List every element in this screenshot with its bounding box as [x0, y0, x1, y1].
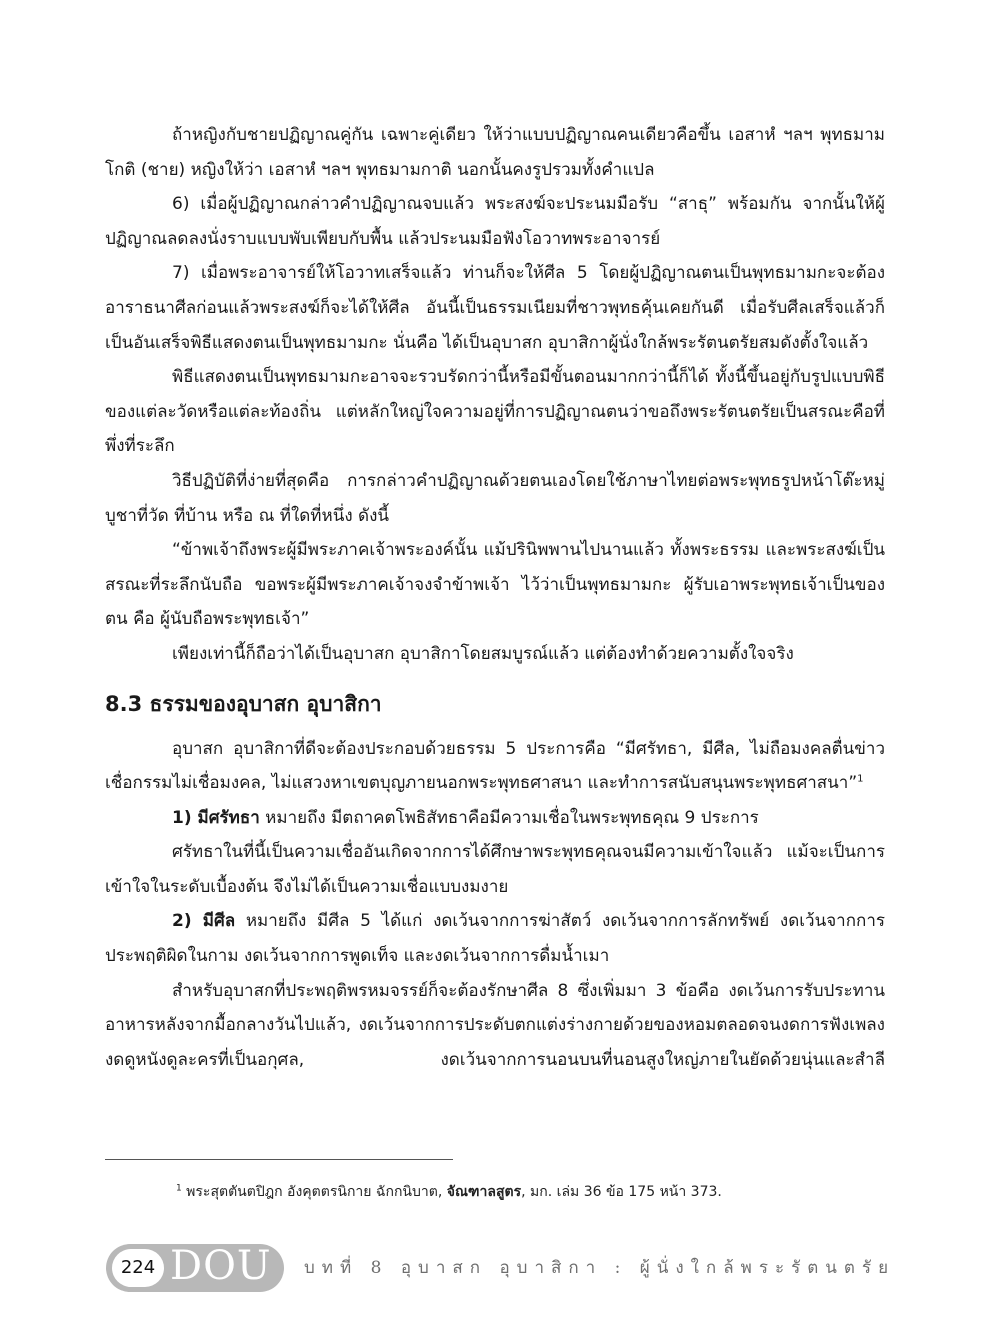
running-head: บทที่ 8 อุบาสก อุบาสิกา : ผู้นั่งใกล้พระรัตนตรัย	[304, 1258, 896, 1278]
paragraph: พิธีแสดงตนเป็นพุทธมามกะอาจจะรวบรัดกว่านี้หรือมีขั้นตอนมากกว่านี้ก็ได้ ทั้งนี้ขึ้นอยู่กับรูปแบบพิธีของแต่ละวัดหรือแต่ละท้องถิ่น แต่หลักใหญ่ใจความอยู่ที่การปฏิญาณตนว่าขอถึงพระรัตนตรัยเป็นสรณะคือที่พึ่งที่ระลึก	[105, 367, 885, 457]
paragraph: 7) เมื่อพระอาจารย์ให้โอวาทเสร็จแล้ว ท่านก็จะให้ศีล 5 โดยผู้ปฏิญาณตนเป็นพุทธมามกะจะต้องอาราธนาศีลก่อนแล้วพระสงฆ์ก็จะได้ให้ศีล อันนี้เป็นธรรมเนียมที่ชาวพุทธคุ้นเคยกันดี เมื่อรับศีลเสร็จแล้วก็เป็นอันเสร็จพิธีแสดงตนเป็นพุทธมามกะ นั่นคือ ได้เป็นอุบาสก อุบาสิกาผู้นั่งใกล้พระรัตนตรัยสมดังตั้งใจแล้ว	[105, 263, 885, 353]
paragraph: วิธีปฏิบัติที่ง่ายที่สุดคือ การกล่าวคำปฏิญาณด้วยตนเองโดยใช้ภาษาไทยต่อพระพุทธรูปหน้าโต๊ะหมู่บูชาที่วัด ที่บ้าน หรือ ณ ที่ใดที่หนึ่ง ดังนี้	[105, 470, 885, 526]
footnote-text-before: พระสุตตันตปิฎก อังคุตตรนิกาย ฉักกนิบาต,	[181, 1184, 447, 1200]
item-2-paragraph	[105, 904, 885, 973]
section-intro-paragraph	[105, 732, 885, 801]
item-1-paragraph	[105, 801, 885, 836]
page-number: 224	[112, 1249, 164, 1287]
dou-logo: DOU	[170, 1243, 272, 1289]
footnote	[176, 1181, 896, 1203]
paragraph: 6) เมื่อผู้ปฏิญาณกล่าวคำปฏิญาณจบแล้ว พระสงฆ์จะประนมมือรับ “สาธุ” พร้อมกัน จากนั้นให้ผู้ปฏิญาณลดลงนั่งราบแบบพับเพียบกับพื้น แล้วประนมมือฟังโอวาทพระอาจารย์	[105, 194, 885, 249]
footnote-sutta-title: จัณฑาลสูตร	[446, 1184, 522, 1200]
item-1-text: หมายถึง มีตถาคตโพธิสัทธาคือมีความเชื่อในพระพุทธคุณ 9 ประการ	[259, 807, 759, 828]
footnote-ref[interactable]: 1	[857, 773, 864, 785]
body-text	[105, 118, 885, 1077]
section-heading: 8.3 ธรรมของอุบาสก อุบาสิกา	[105, 691, 382, 716]
paragraph: เพียงเท่านี้ก็ถือว่าได้เป็นอุบาสก อุบาสิกาโดยสมบูรณ์แล้ว แต่ต้องทำด้วยความตั้งใจจริง	[172, 643, 794, 664]
quote-paragraph: “ข้าพเจ้าถึงพระผู้มีพระภาคเจ้าพระองค์นั้น แม้ปรินิพพานไปนานแล้ว ทั้งพระธรรม และพระสงฆ์เป็นสรณะที่ระลึกนับถือ ขอพระผู้มีพระภาคเจ้าจงจำข้าพเจ้า ไว้ว่าเป็นพุทธมามกะ ผู้รับเอาพระพุทธเจ้าเป็นของตน คือ ผู้นับถือพระพุทธเจ้า”	[105, 540, 885, 630]
footnote-number: 1	[176, 1183, 182, 1194]
paragraph: ถ้าหญิงกับชายปฏิญาณคู่กัน เฉพาะคู่เดียว ให้ว่าแบบปฏิญาณคนเดียวคือขึ้น เอสาหํ ฯลฯ พุทธมามโกติ (ชาย) หญิงให้ว่า เอสาหํ ฯลฯ พุทธมามกาติ นอกนั้นคงรูปรวมทั้งคำแปล	[105, 125, 885, 180]
item-2-label: 2) มีศีล	[172, 911, 236, 932]
item-1-detail: ศรัทธาในที่นี้เป็นความเชื่ออันเกิดจากการได้ศึกษาพระพุทธคุณจนมีความเข้าใจแล้ว แม้จะเป็นการเข้าใจในระดับเบื้องต้น จึงไม่ได้เป็นความเชื่อแบบงมงาย	[105, 842, 885, 897]
footnote-text-after: , มก. เล่ม 36 ข้อ 175 หน้า 373.	[521, 1184, 722, 1200]
item-2-text: หมายถึง มีศีล 5 ได้แก่ งดเว้นจากการฆ่าสัตว์ งดเว้นจากการลักทรัพย์ งดเว้นจากการประพฤติผิดในกาม งดเว้นจากการพูดเท็จ และงดเว้นจากการดื่มน้ำเมา	[105, 911, 885, 967]
item-2-detail: สำหรับอุบาสกที่ประพฤติพรหมจรรย์ก็จะต้องรักษาศีล 8 ซึ่งเพิ่มมา 3 ข้อคือ งดเว้นการรับประทานอาหารหลังจากมื้อกลางวันไปแล้ว, งดเว้นจากการประดับตกแต่งร่างกายด้วยของหอมตลอดจนงดการฟังเพลง งดดูหนังดูละครที่เป็นอกุศล, งดเว้นจากการนอนบนที่นอนสูงใหญ่ภายในยัดด้วยนุ่นและสำลี	[105, 980, 885, 1070]
item-1-label: 1) มีศรัทธา	[172, 807, 260, 828]
section-intro-text: อุบาสก อุบาสิกาที่ดีจะต้องประกอบด้วยธรรม 5 ประการคือ “มีศรัทธา, มีศีล, ไม่ถือมงคลตื่นข่าว เชื่อกรรมไม่เชื่อมงคล, ไม่แสวงหาเขตบุญภายนอกพระพุทธศาสนา และทำการสนับสนุนพระพุทธศาสนา”	[105, 738, 885, 794]
footnote-divider	[105, 1159, 453, 1160]
